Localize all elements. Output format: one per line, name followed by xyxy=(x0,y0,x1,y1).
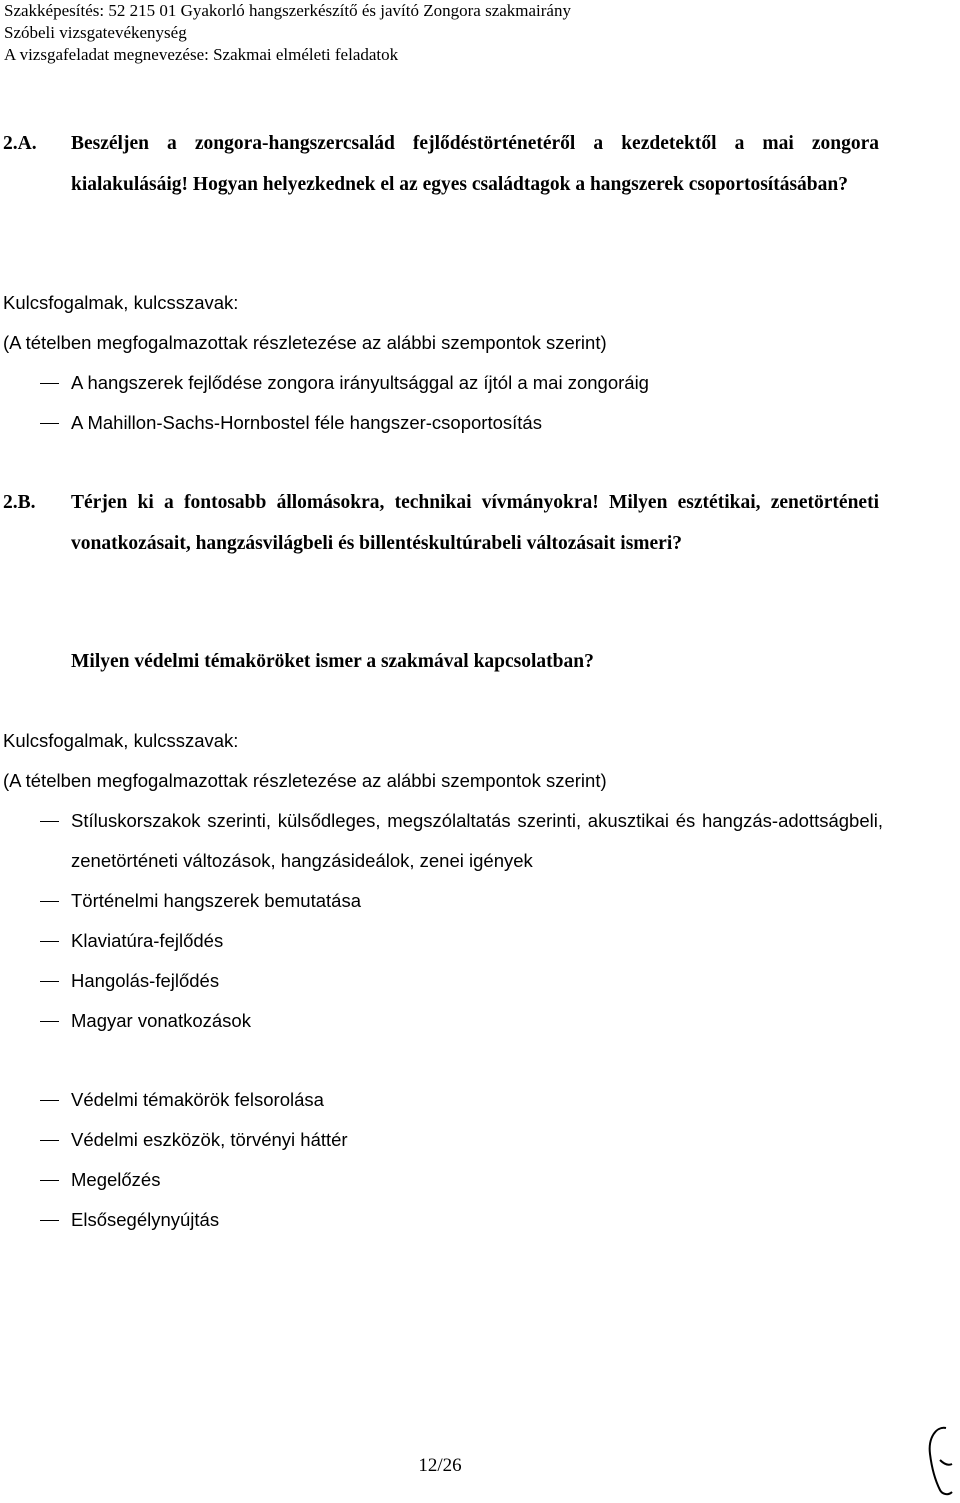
signature-mark xyxy=(918,1420,958,1500)
dash-bullet xyxy=(40,1220,59,1221)
header-qualification: Szakképesítés: 52 215 01 Gyakorló hangszerkészítő és javító Zongora szakmairány xyxy=(4,1,571,20)
list-item: Védelmi eszközök, törvényi háttér xyxy=(3,1120,883,1160)
keywords-a-subtitle: (A tételben megfogalmazottak részletezése az alábbi szempontok szerint) xyxy=(3,332,607,353)
list-item: Megelőzés xyxy=(3,1160,883,1200)
list-item: Elsősegélynyújtás xyxy=(3,1200,883,1240)
dash-bullet xyxy=(40,1140,59,1141)
list-item: Klaviatúra-fejlődés xyxy=(3,921,883,961)
page-header xyxy=(4,0,571,66)
list-item: A Mahillon-Sachs-Hornbostel féle hangszer-csoportosítás xyxy=(3,403,883,443)
task-b-text: Térjen ki a fontosabb állomásokra, technikai vívmányokra! Milyen esztétikai, zenetörténeti vonatkozásait, hangzásvilágbeli és billentéskultúrabeli változásait ismeri? xyxy=(71,492,879,554)
task-a-number: 2.A. xyxy=(3,133,37,154)
list-item: A hangszerek fejlődése zongora irányultsággal az íjtól a mai zongoráig xyxy=(3,363,883,403)
dash-bullet xyxy=(40,901,59,902)
dash-bullet xyxy=(40,1180,59,1181)
dash-bullet xyxy=(40,423,59,424)
keywords-b-title: Kulcsfogalmak, kulcsszavak: xyxy=(3,730,239,751)
page-number: 12/26 xyxy=(418,1455,462,1476)
task-a-text: Beszéljen a zongora-hangszercsalád fejlődéstörténetéről a kezdetektől a mai zongora kialakulásáig! Hogyan helyezkednek el az egyes családtagok a hangszerek csoportosításában? xyxy=(71,133,879,195)
keywords-b-subtitle: (A tételben megfogalmazottak részletezése az alábbi szempontok szerint) xyxy=(3,770,607,791)
header-exam-activity: Szóbeli vizsgatevékenység xyxy=(4,23,187,42)
keywords-a-list xyxy=(3,363,883,443)
protection-list xyxy=(3,1080,883,1240)
list-item: Történelmi hangszerek bemutatása xyxy=(3,881,883,921)
dash-bullet xyxy=(40,1100,59,1101)
dash-bullet xyxy=(40,981,59,982)
dash-bullet xyxy=(40,941,59,942)
list-item: Stíluskorszakok szerinti, külsődleges, megszólaltatás szerinti, akusztikai és hangzás-adottságbeli, zenetörténeti változások, hangzásideálok, zenei igények xyxy=(3,801,883,881)
keywords-b-list xyxy=(3,801,883,1041)
list-item: Magyar vonatkozások xyxy=(3,1001,883,1041)
task-b-number: 2.B. xyxy=(3,492,36,513)
list-item: Védelmi témakörök felsorolása xyxy=(3,1080,883,1120)
task-b-text2: Milyen védelmi témaköröket ismer a szakmával kapcsolatban? xyxy=(71,651,594,672)
dash-bullet xyxy=(40,383,59,384)
list-item: Hangolás-fejlődés xyxy=(3,961,883,1001)
header-task-name: A vizsgafeladat megnevezése: Szakmai elméleti feladatok xyxy=(4,45,399,64)
dash-bullet xyxy=(40,821,59,822)
dash-bullet xyxy=(40,1021,59,1022)
keywords-a-title: Kulcsfogalmak, kulcsszavak: xyxy=(3,292,239,313)
